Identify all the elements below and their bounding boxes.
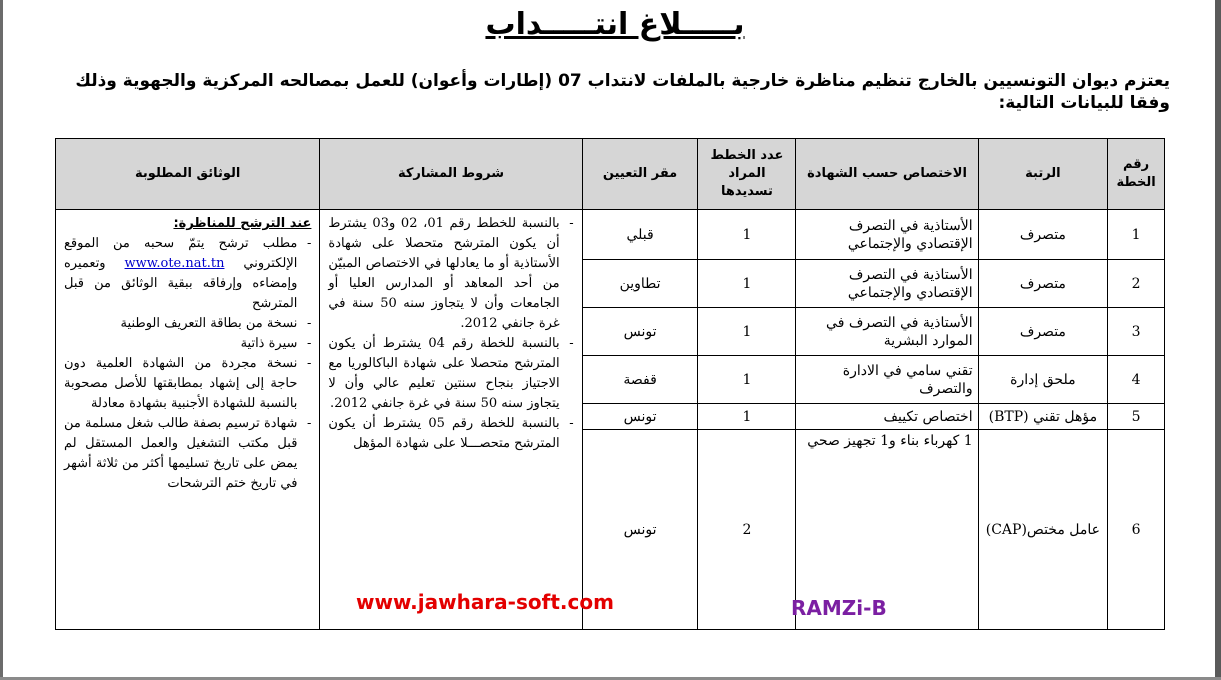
cell-count: 1 [698,356,796,404]
cell-no: 6 [1108,430,1165,630]
cell-place: قفصة [582,356,698,404]
cell-rank: متصرف [978,210,1108,260]
document-item: - شهادة ترسيم بصفة طالب شغل مسلمة من قبل مكتب التشغيل والعمل المستقل لم يمض على تاريخ تسليمها أكثر من ثلاثة أشهر في تاريخ ختم الترشحات [64,414,297,494]
header-count: عدد الخطط المراد تسديدها [698,139,796,210]
cell-no: 2 [1108,260,1165,308]
cell-rank: مؤهل تقني (BTP) [978,404,1108,430]
header-documents: الوثائق المطلوبة [56,139,320,210]
cell-no: 1 [1108,210,1165,260]
header-place: مقر التعيين [582,139,698,210]
header-spec: الاختصاص حسب الشهادة [796,139,978,210]
cell-spec: الأستاذية في التصرف الإقتصادي والإجتماعي [796,210,978,260]
document-item-text: وتعميره وإمضاءه وإرفاقه ببقية الوثائق من قبل المترشح [64,256,298,311]
cell-no: 4 [1108,356,1165,404]
window-edge-left [0,0,3,680]
documents-list [64,234,311,494]
documents-title: عند الترشح للمناظرة: [173,216,312,231]
cell-place: تطاوين [582,260,698,308]
document-item: - نسخة مجردة من الشهادة العلمية دون حاجة إلى إشهاد بمطابقتها للأصل مصحوبة بالنسبة للشهادة الأجنبية بشهادة معادلة [64,354,297,414]
cell-count: 1 [698,404,796,430]
cell-spec: اختصاص تكييف [796,404,978,430]
website-link[interactable]: www.ote.nat.tn [124,256,225,271]
intro-text-before: يعتزم ديوان التونسيين بالخارج تنظيم مناظرة خارجية بالملفات لانتداب [581,71,1170,91]
conditions-list [328,214,573,454]
cell-spec: الأستاذية في التصرف في الموارد البشرية [796,308,978,356]
intro-paragraph [70,70,1170,114]
condition-item: - بالنسبة للخطط رقم 01، 02 و03 يشترط أن يكون المترشح متحصلا على شهادة الأستاذية أو ما يعادلها في الاختصاص المبيّن من أحد المعاهد أو المدارس العليا أو الجامعات وأن لا يتجاوز سنه 50 سنة في غرة جانفي 2012. [328,214,559,334]
cell-spec: تقني سامي في الادارة والتصرف [796,356,978,404]
recruitment-table [55,138,1165,630]
cell-place: تونس [582,404,698,430]
conditions-cell [320,210,582,630]
header-no: رقم الخطة [1108,139,1165,210]
cell-spec: الأستاذية في التصرف الإقتصادي والإجتماعي [796,260,978,308]
condition-item: - بالنسبة للخطة رقم 05 يشترط أن يكون المترشح متحصـــلا على شهادة المؤهل [328,414,559,454]
window-edge-right [1215,0,1221,680]
cell-rank: عامل مختص(CAP) [978,430,1108,630]
cell-rank: متصرف [978,308,1108,356]
cell-count: 1 [698,260,796,308]
cell-rank: متصرف [978,260,1108,308]
document-item: - سيرة ذاتية [64,334,297,354]
document-item: - نسخة من بطاقة التعريف الوطنية [64,314,297,334]
document-item-text: مطلب ترشح يتمّ سحبه من الموقع الإلكتروني [64,236,298,271]
documents-cell [56,210,320,630]
cell-spec: 1 كهرباء بناء و1 تجهيز صحي [796,430,978,630]
cell-count: 2 [698,430,796,630]
cell-count: 1 [698,308,796,356]
cell-place: تونس [582,308,698,356]
table-row [56,210,1165,260]
cell-no: 3 [1108,308,1165,356]
intro-text-after: (إطارات وأعوان) للعمل بمصالحه المركزية والجهوية وذلك وفقا للبيانات التالية: [75,71,1170,113]
table-header-row [56,139,1165,210]
watermark-site: www.jawhara-soft.com [356,590,614,614]
page-title: بـــــلاغ انتـــــداب [485,7,745,42]
cell-no: 5 [1108,404,1165,430]
cell-place: تونس [582,430,698,630]
cell-place: قبلي [582,210,698,260]
intro-number: 07 [558,71,582,91]
cell-rank: ملحق إدارة [978,356,1108,404]
header-rank: الرتبة [978,139,1108,210]
watermark-author: RAMZi-B [791,596,887,620]
document-item [64,234,297,314]
cell-count: 1 [698,210,796,260]
condition-item: - بالنسبة للخطة رقم 04 يشترط أن يكون المترشح متحصلا على شهادة الباكالوريا مع الاجتياز بنجاح سنتين تعليم عالي وأن لا يتجاوز سنه 50 سنة في غرة جانفي 2012. [328,334,559,414]
header-conditions: شروط المشاركة [320,139,582,210]
